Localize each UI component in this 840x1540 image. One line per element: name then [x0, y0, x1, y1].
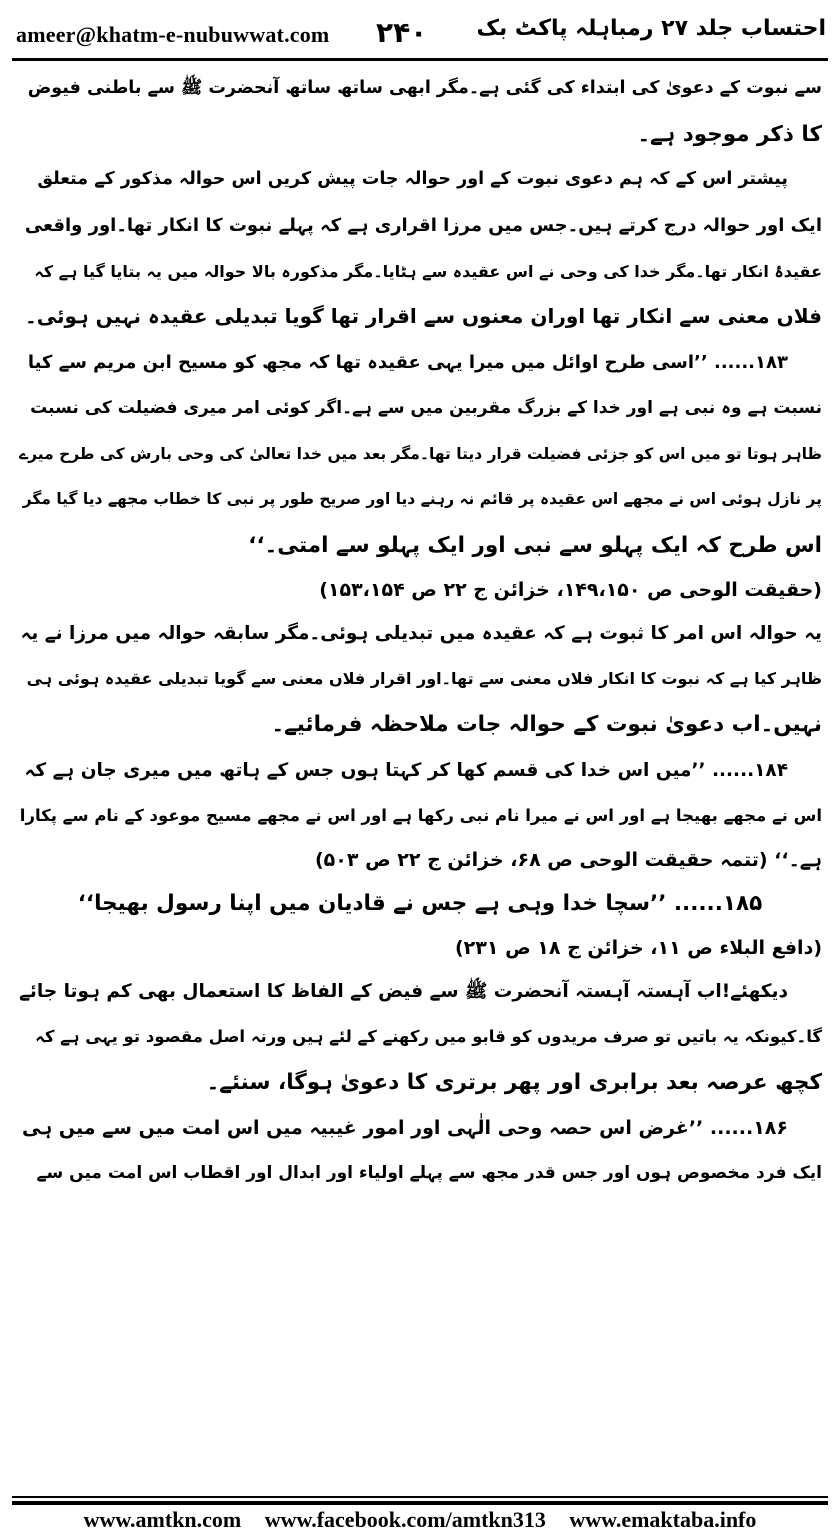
- book-title: احتساب جلد ۲۷ رمباہلہ پاکٹ بک: [476, 16, 826, 41]
- text-line: اس نے مجھے بھیجا ہے اور اس نے میرا نام نبی رکھا ہے اور اس نے مجھے مسیح موعود کے نام سے پکارا: [19, 806, 822, 826]
- text-line: ایک اور حوالہ درج کرتے ہیں۔جس میں مرزا اقراری ہے کہ پہلے نبوت کا انکار تھا۔اور واقعی: [24, 215, 822, 237]
- text-line: گا۔کیونکہ یہ باتیں تو صرف مریدوں کو قابو میں رکھنے کے لئے ہیں ورنہ اصل مقصود تو یہی ہے کہ: [35, 1027, 822, 1047]
- footer-link-emaktaba: www.emaktaba.info: [569, 1507, 757, 1532]
- page-header: [0, 0, 840, 60]
- page-number: ۲۴۰: [376, 16, 428, 49]
- quote-184-start: ۱۸۳...... ’’اسی طرح اوائل میں میرا یہی عقیدہ تھا کہ مجھ کو مسیح ابن مریم سے کیا: [27, 352, 788, 374]
- text-line: اس طرح کہ ایک پہلو سے نبی اور ایک پہلو سے امتی۔‘‘: [248, 532, 822, 558]
- text-line: نہیں۔اب دعویٰ نبوت کے حوالہ جات ملاحظہ فرمائیے۔: [271, 711, 822, 737]
- text-line: ظاہر کیا ہے کہ نبوت کا انکار فلاں معنی سے تھا۔اور اقرار فلاں معنی سے گویا تبدیلی عقیدہ ہوئی ہی: [26, 669, 822, 689]
- quote-184: ۱۸۴...... ’’میں اس خدا کی قسم کھا کر کہتا ہوں جس کے ہاتھ میں میری جان ہے کہ: [24, 759, 788, 781]
- page-footer: [0, 1507, 840, 1537]
- text-line: نسبت ہے وہ نبی ہے اور خدا کے بزرگ مقربین میں سے ہے۔اگر کوئی امر میری فضیلت کی نسبت: [30, 397, 822, 418]
- text-line: ایک فرد مخصوص ہوں اور جس قدر مجھ سے پہلے اولیاء اور ابدال اور اقطاب اس امت میں سے: [36, 1163, 822, 1184]
- text-line: پر نازل ہوئی اس نے مجھے اس عقیدہ پر قائم نہ رہنے دیا اور صریح طور پر نبی کا خطاب مجھے دیا گیا مگر: [22, 490, 822, 509]
- text-line: دیکھئے!اب آہستہ آہستہ آنحضرت ﷺ سے فیض کے الفاظ کا استعمال بھی کم ہوتا جائے: [19, 980, 788, 1002]
- text-line: کچھ عرصہ بعد برابری اور پھر برتری کا دعویٰ ہوگا، سنئے۔: [206, 1070, 822, 1096]
- footer-link-facebook: www.facebook.com/amtkn313: [264, 1507, 546, 1532]
- footer-rule-thin: [12, 1496, 828, 1498]
- text-line: کا ذکر موجود ہے۔: [637, 121, 822, 147]
- quote-186: ۱۸۶...... ’’غرض اس حصہ وحی الٰہی اور امور غیبیہ میں اس امت میں سے میں ہی: [21, 1116, 788, 1139]
- citation: (دافع البلاء ص ۱۱، خزائن ج ۱۸ ص ۲۳۱): [454, 936, 822, 959]
- footer-rule-thick: [12, 1501, 828, 1505]
- text-line: عقیدۂ انکار تھا۔مگر خدا کی وحی نے اس عقیدہ سے ہٹایا۔مگر مذکورہ بالا حوالہ میں یہ بتایا گیا ہے کہ: [34, 261, 822, 281]
- footer-link-amtkn: www.amtkn.com: [83, 1507, 242, 1532]
- citation: (حقیقت الوحی ص ۱۴۹،۱۵۰، خزائن ج ۲۲ ص ۱۵۳،۱۵۴): [319, 578, 822, 601]
- text-line: ظاہر ہوتا تو میں اس کو جزئی فضیلت قرار دیتا تھا۔مگر بعد میں خدا تعالیٰ کی وحی بارش کی طرح میرے: [19, 444, 822, 463]
- quote-185: ۱۸۵...... ’’سچا خدا وہی ہے جس نے قادیان میں اپنا رسول بھیجا‘‘: [77, 891, 763, 916]
- header-email: ameer@khatm-e-nubuwwat.com: [16, 22, 330, 47]
- text-line: یہ حوالہ اس امر کا ثبوت ہے کہ عقیدہ میں تبدیلی ہوئی۔مگر سابقہ حوالہ میں مرزا نے یہ: [20, 622, 822, 644]
- page-body: [18, 66, 822, 1466]
- text-line: پیشتر اس کے کہ ہم دعوی نبوت کے اور حوالہ جات پیش کریں اس حوالہ مذکور کے متعلق: [37, 169, 788, 190]
- header-rule: [12, 58, 828, 61]
- text-line: سے نبوت کے دعویٰ کی ابتداء کی گئی ہے۔مگر ابھی ساتھ ساتھ آنحضرت ﷺ سے باطنی فیوض: [27, 78, 822, 98]
- text-line: فلاں معنی سے انکار تھا اوران معنوں سے اقرار تھا گویا تبدیلی عقیدہ نہیں ہوئی۔: [24, 304, 822, 329]
- citation: ہے۔‘‘ (تتمہ حقیقت الوحی ص ۶۸، خزائن ج ۲۲ ص ۵۰۳): [314, 849, 822, 871]
